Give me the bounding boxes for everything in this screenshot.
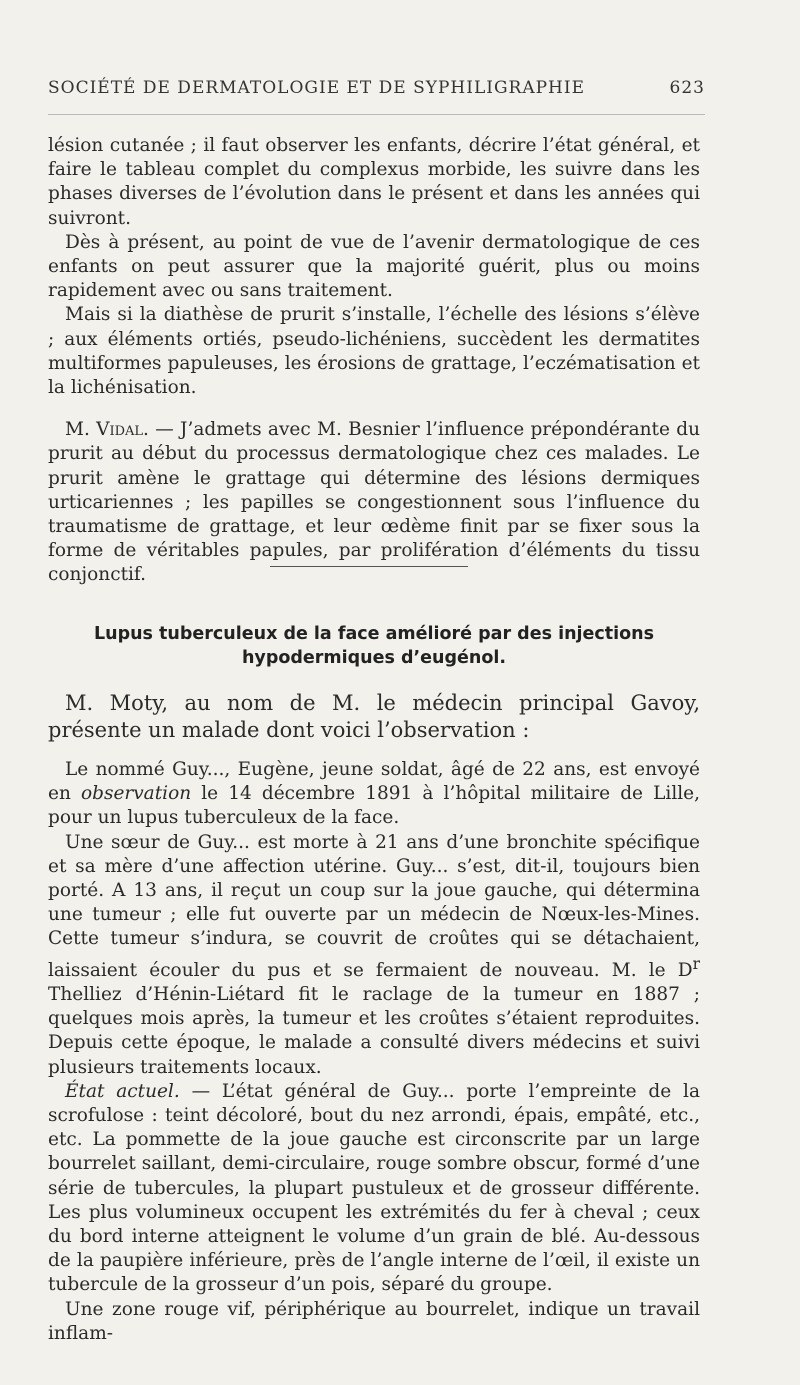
page-number: 623: [669, 78, 705, 98]
speaker-name: M. Vidal.: [65, 419, 149, 441]
paragraph: État actuel. — L’état général de Guy... porte l’empreinte de la scrofulose : teint décoloré, bout du nez arrondi, épais, empâté, etc., etc. La pommette de la joue gauche est circonscrite par un large bourrelet saillant, demi-circulaire, rouge sombre obscur, formé d’une série de tubercules, la plupart pustuleux et de grosseur différente. Les plus volumineux occupent les extrémités du fer à cheval ; ceux du bord interne atteignent le volume d’un grain de blé. Au-dessous de la paupière inférieure, près de l’angle interne de l’œil, il existe un tubercule de la grosseur d’un pois, séparé du groupe.: [48, 1080, 700, 1296]
paragraph: Le nommé Guy..., Eugène, jeune soldat, âgé de 22 ans, est envoyé en observation le 14 décembre 1891 à l’hôpital militaire de Lille, pour un lupus tuberculeux de la face.: [48, 759, 700, 829]
article-intro-block: [48, 690, 700, 744]
vidal-remark: [48, 418, 700, 587]
discussion-continuation: [48, 134, 700, 588]
article-title: Lupus tuberculeux de la face amélioré par des injections hypodermiques d’eugénol.: [93, 624, 655, 668]
section-separator: [270, 566, 468, 567]
observation-text: [48, 758, 700, 1346]
vidal-text: — J’admets avec M. Besnier l’influence prépondérante du prurit au début du processus dermatologique chez ces malades. Le prurit amène le grattage qui détermine des lésions dermiques urticariennes ; les papilles se congestionnent sous l’influence du traumatisme de grattage, et leur œdème finit par se fixer sous la forme de véritables papules, par prolifération d’éléments du tissu conjonctif.: [48, 419, 700, 586]
running-head: [48, 78, 705, 98]
paragraph: Une zone rouge vif, périphérique au bourrelet, indique un travail inflam-: [48, 1298, 700, 1344]
paragraph: Dès à présent, au point de vue de l’avenir dermatologique de ces enfants on peut assurer que la majorité guérit, plus ou moins rapidement avec ou sans traitement.: [48, 231, 700, 302]
header-rule: [48, 114, 705, 115]
running-title: SOCIÉTÉ DE DERMATOLOGIE ET DE SYPHILIGRAPHIE: [48, 78, 586, 98]
article-intro: M. Moty, au nom de M. le médecin principal Gavoy, présente un malade dont voici l’observation :: [48, 691, 700, 742]
paragraph: Mais si la diathèse de prurit s’installe, l’échelle des lésions s’élève ; aux éléments ortiés, pseudo-lichéniens, succèdent les dermatites multiformes papuleuses, les érosions de grattage, l’eczématisation et la lichénisation.: [48, 304, 700, 399]
paragraph: lésion cutanée ; il faut observer les enfants, décrire l’état général, et faire le tableau complet du complexus morbide, les suivre dans les phases diverses de l’évolution dans le présent et dans les années qui suivront.: [48, 135, 700, 229]
paragraph: Une sœur de Guy... est morte à 21 ans d’une bronchite spécifique et sa mère d’une affection utérine. Guy... s’est, dit-il, toujours bien porté. A 13 ans, il reçut un coup sur la joue gauche, qui détermina une tumeur ; elle fut ouverte par un médecin de Nœux-les-Mines. Cette tumeur s’indura, se couvrit de croûtes qui se détachaient, laissaient écouler du pus et se fermaient de nouveau. M. le $D^r$ Thelliez d’Hénin-Liétard fit le raclage de la tumeur en 1887 ; quelques mois après, la tumeur et les croûtes s’étaient reproduites. Depuis cette époque, le malade a consulté divers médecins et suivi plusieurs traitements locaux.: [48, 831, 700, 1078]
